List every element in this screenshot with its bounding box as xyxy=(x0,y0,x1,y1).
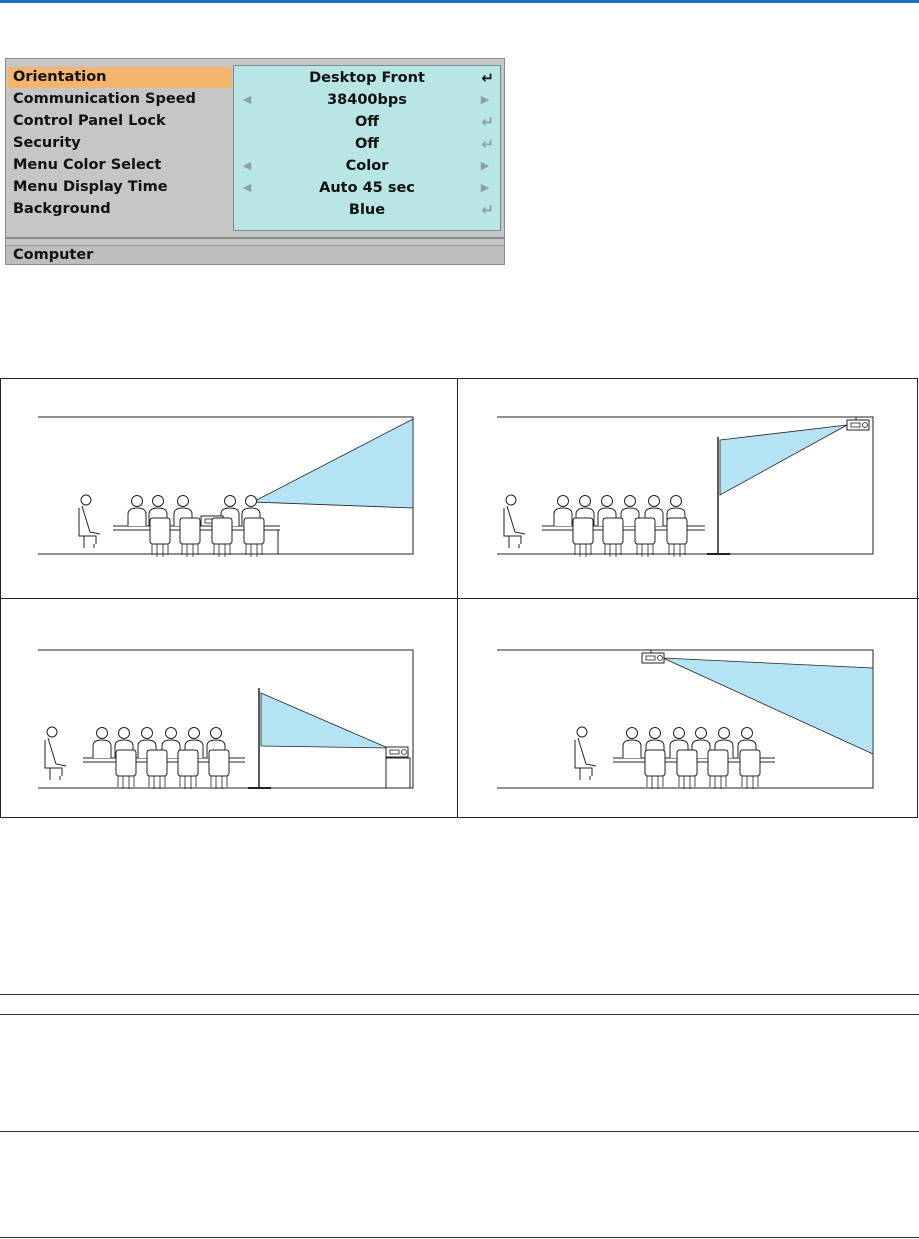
table-rule-top xyxy=(0,994,919,995)
orientation-illustrations xyxy=(0,378,919,818)
menu-item-label[interactable]: Menu Color Select xyxy=(13,157,162,173)
menu-item-label[interactable]: Control Panel Lock xyxy=(13,113,166,129)
menu-item-value-row[interactable] xyxy=(234,133,500,155)
arrow-left-icon[interactable]: ◀ xyxy=(242,159,252,172)
enter-icon[interactable]: ↵ xyxy=(481,69,494,87)
menu-item-value: Off xyxy=(354,136,380,152)
menu-item-value: Blue xyxy=(348,202,386,218)
enter-icon[interactable]: ↵ xyxy=(481,201,494,219)
menu-divider xyxy=(6,237,504,239)
arrow-left-icon[interactable]: ◀ xyxy=(242,93,252,106)
table-rule-header xyxy=(0,1014,919,1015)
menu-item-value-row[interactable] xyxy=(234,111,500,133)
menu-item-label[interactable]: Security xyxy=(13,135,81,151)
menu-item-label[interactable]: Background xyxy=(13,201,111,217)
table-rule-row xyxy=(0,1131,919,1132)
menu-item-value-row[interactable] xyxy=(234,89,500,111)
menu-item-value-row[interactable] xyxy=(234,177,500,199)
menu-item-value: Desktop Front xyxy=(309,70,425,86)
arrow-left-icon[interactable]: ◀ xyxy=(242,181,252,194)
menu-item-value: Color xyxy=(345,158,389,174)
orientation-grid xyxy=(0,378,919,818)
arrow-right-icon[interactable]: ▶ xyxy=(480,181,490,194)
menu-item-label[interactable]: Communication Speed xyxy=(13,91,196,107)
enter-icon[interactable]: ↵ xyxy=(481,113,494,131)
menu-item-value-row[interactable] xyxy=(234,155,500,177)
header-rule xyxy=(0,0,919,3)
enter-icon[interactable]: ↵ xyxy=(481,135,494,153)
menu-footer: Computer xyxy=(6,245,504,264)
settings-menu xyxy=(5,58,505,265)
panel-ceiling-front xyxy=(497,650,873,789)
menu-item-value: Off xyxy=(354,114,380,130)
arrow-right-icon[interactable]: ▶ xyxy=(480,159,490,172)
menu-item-value: 38400bps xyxy=(327,92,407,108)
menu-item-label[interactable]: Orientation xyxy=(8,67,232,88)
menu-item-value-row[interactable] xyxy=(234,67,500,89)
menu-item-value-row[interactable] xyxy=(234,199,500,221)
menu-item-label[interactable]: Menu Display Time xyxy=(13,179,168,195)
panel-ceiling-rear xyxy=(497,417,873,557)
arrow-right-icon[interactable]: ▶ xyxy=(480,93,490,106)
table-rule-bottom xyxy=(0,1237,919,1238)
menu-values-panel xyxy=(233,65,501,231)
panel-desktop-front xyxy=(38,417,413,557)
menu-item-value: Auto 45 sec xyxy=(319,180,415,196)
panel-desktop-rear xyxy=(38,650,413,789)
